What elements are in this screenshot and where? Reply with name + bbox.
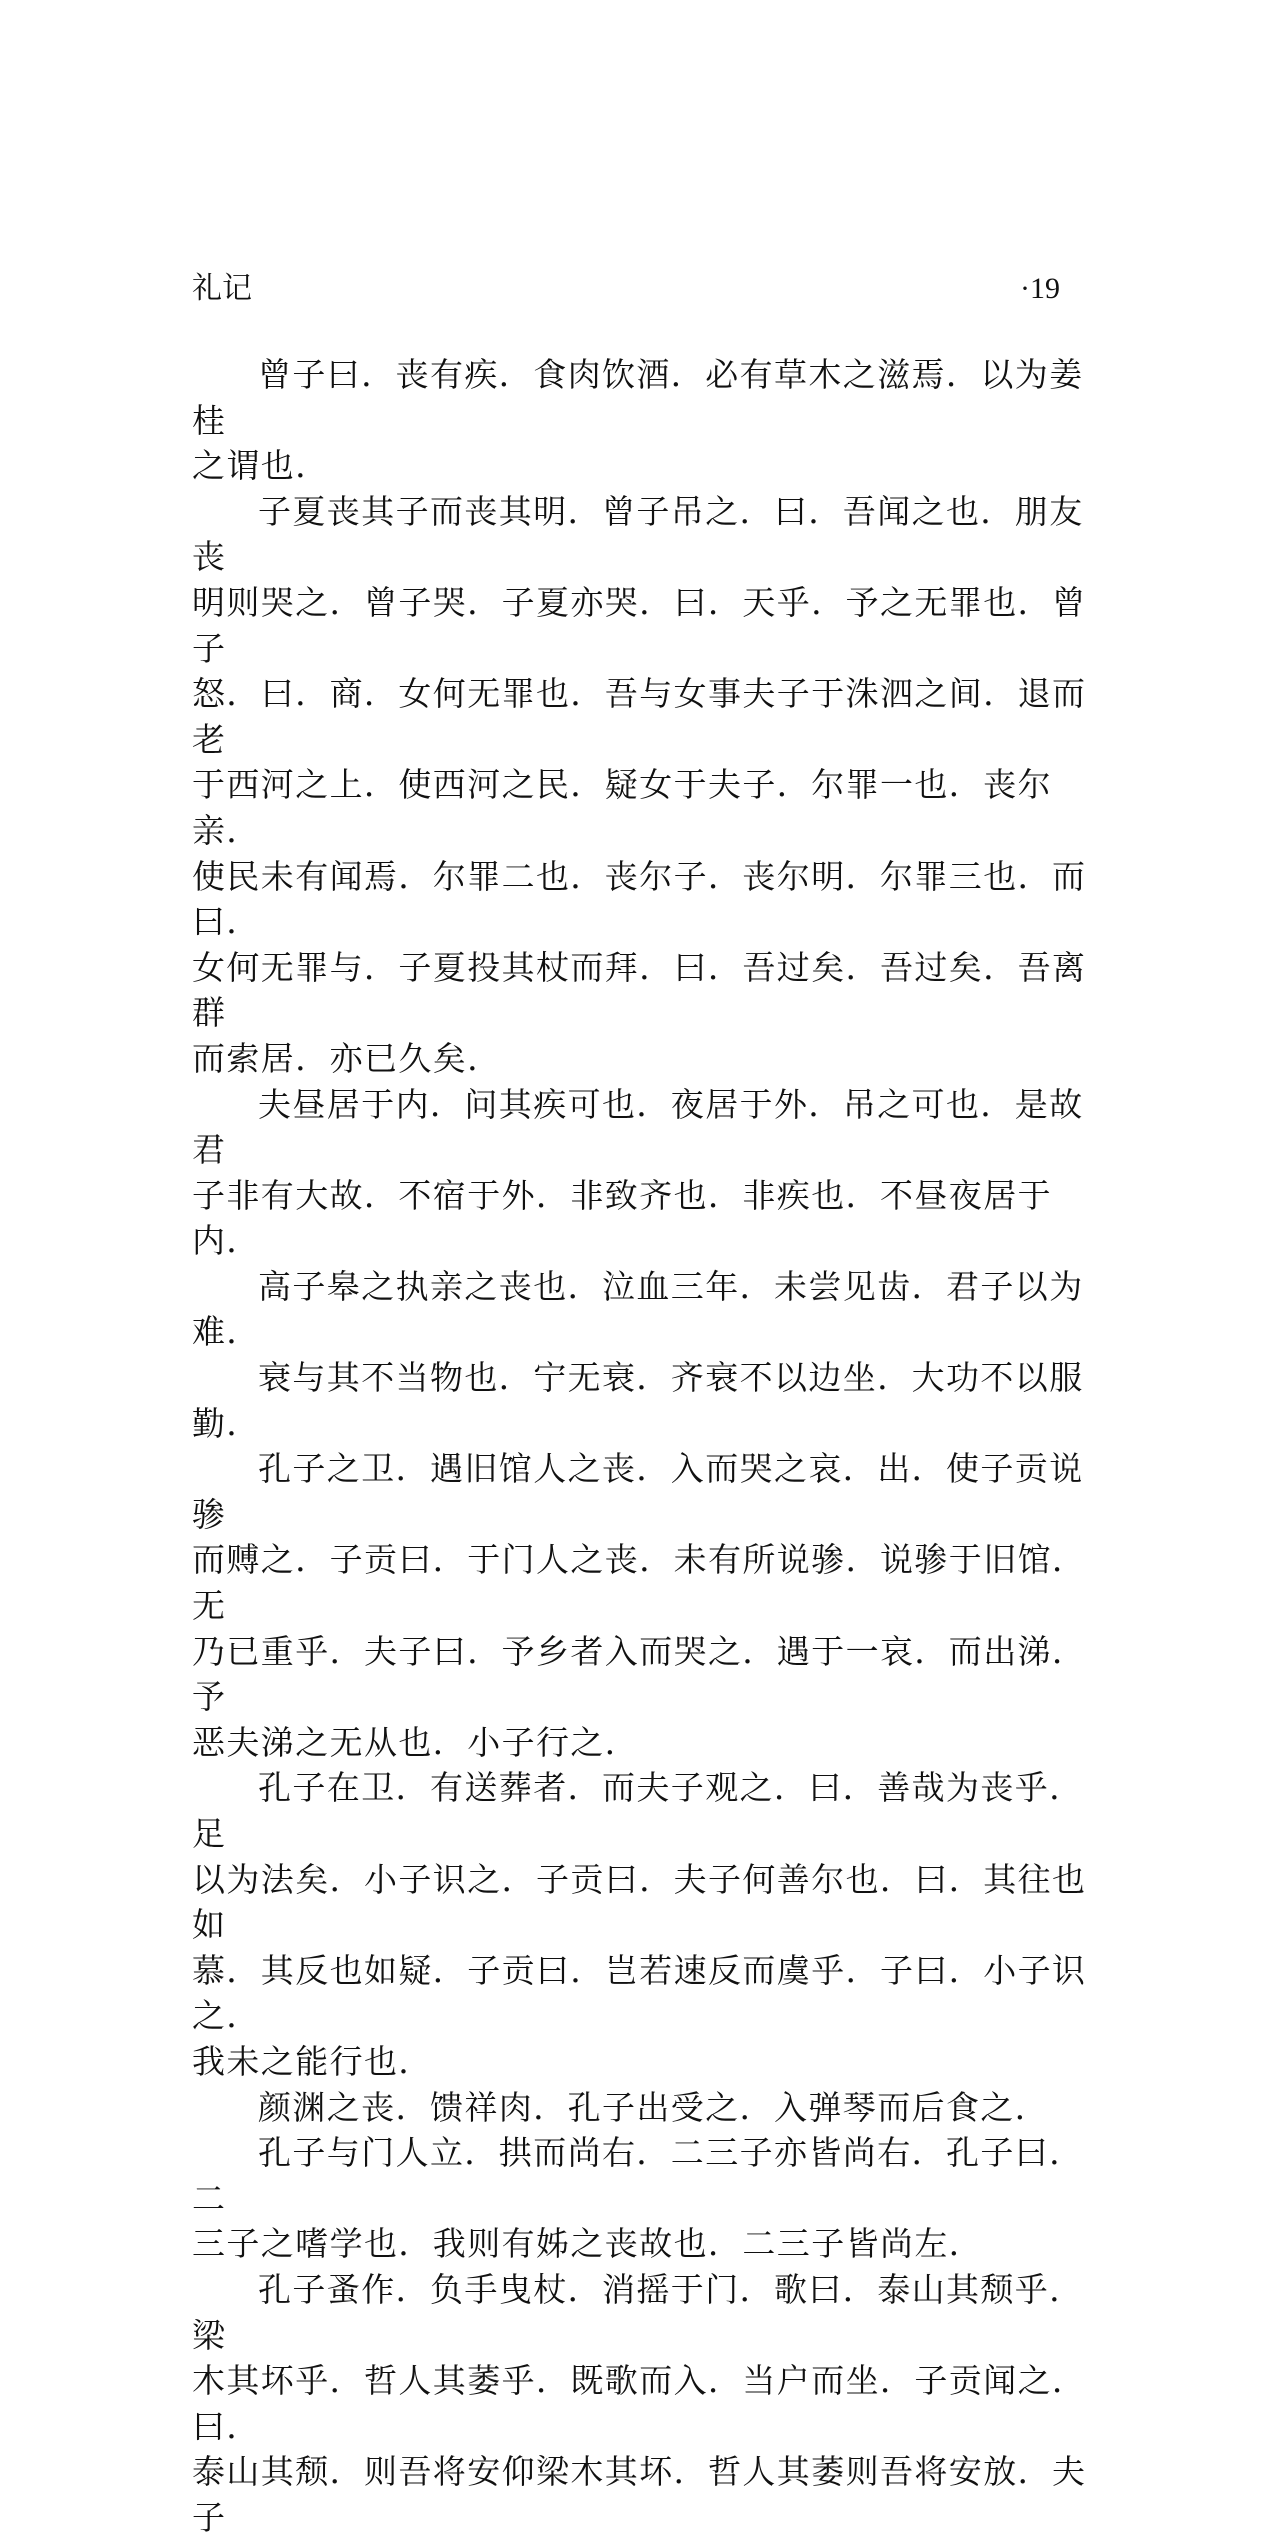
paragraph: 孔子蚤作．负手曳杖．消摇于门．歌曰．泰山其颓乎．梁 木其坏乎．哲人其萎乎．既歌而入．当户而坐．子贡闻之．曰． 泰山其颓．则吾将安仰梁木其坏．哲人其萎则吾将安放．夫子 bbox=[192, 2269, 1087, 2537]
paragraph: 子夏丧其子而丧其明．曾子吊之．曰．吾闻之也．朋友丧 明则哭之．曾子哭．子夏亦哭．曰．天乎．予之无罪也．曾子 怒．曰．商．女何无罪也．吾与女事夫子于洙泗之间．退而老 于西河之上．使西河之民．疑女于夫子．尔罪一也．丧尔亲． 使民未有闻焉．尔罪二也．丧尔子．丧尔明．尔罪三也．而曰． 女何无罪与．子夏投其杖而拜．曰．吾过矣．吾过矣．吾离群 而索居．亦已久矣． bbox=[192, 491, 1087, 1078]
paragraph: 衰与其不当物也．宁无衰．齐衰不以边坐．大功不以服勤． bbox=[192, 1358, 1084, 1443]
paragraph: 高子皋之执亲之丧也．泣血三年．未尝见齿．君子以为难． bbox=[192, 1266, 1084, 1352]
paragraph: 孔子在卫．有送葬者．而夫子观之．曰．善哉为丧乎．足 以为法矣．小子识之．子贡曰．夫子何善尔也．曰．其往也如 慕．其反也如疑．子贡曰．岂若速反而虞乎．子曰．小子识之． 我未之能行也． bbox=[192, 1768, 1087, 2081]
paragraph: 孔子之卫．遇旧馆人之丧．入而哭之哀．出．使子贡说骖 而赙之．子贡曰．于门人之丧．未有所说骖．说骖于旧馆．无 乃已重乎．夫子曰．予乡者入而哭之．遇于一哀．而出涕．予 恶夫涕之无从也．小子行之． bbox=[192, 1449, 1087, 1762]
body-text bbox=[192, 352, 1092, 2541]
page-number: ·19 bbox=[1020, 272, 1060, 305]
paragraph: 曾子曰．丧有疾．食肉饮酒．必有草木之滋焉．以为姜桂 之谓也． bbox=[192, 355, 1084, 486]
running-head bbox=[192, 267, 1060, 311]
paragraph: 颜渊之丧．馈祥肉．孔子出受之．入弹琴而后食之． bbox=[258, 2087, 1050, 2127]
paragraph: 孔子与门人立．拱而尚右．二三子亦皆尚右．孔子曰．二 三子之嗜学也．我则有姊之丧故也．二三子皆尚左． bbox=[192, 2133, 1084, 2264]
paragraph: 夫昼居于内．问其疾可也．夜居于外．吊之可也．是故君 子非有大故．不宿于外．非致齐也．非疾也．不昼夜居于内． bbox=[192, 1084, 1084, 1261]
running-title: 礼记 bbox=[192, 271, 252, 306]
